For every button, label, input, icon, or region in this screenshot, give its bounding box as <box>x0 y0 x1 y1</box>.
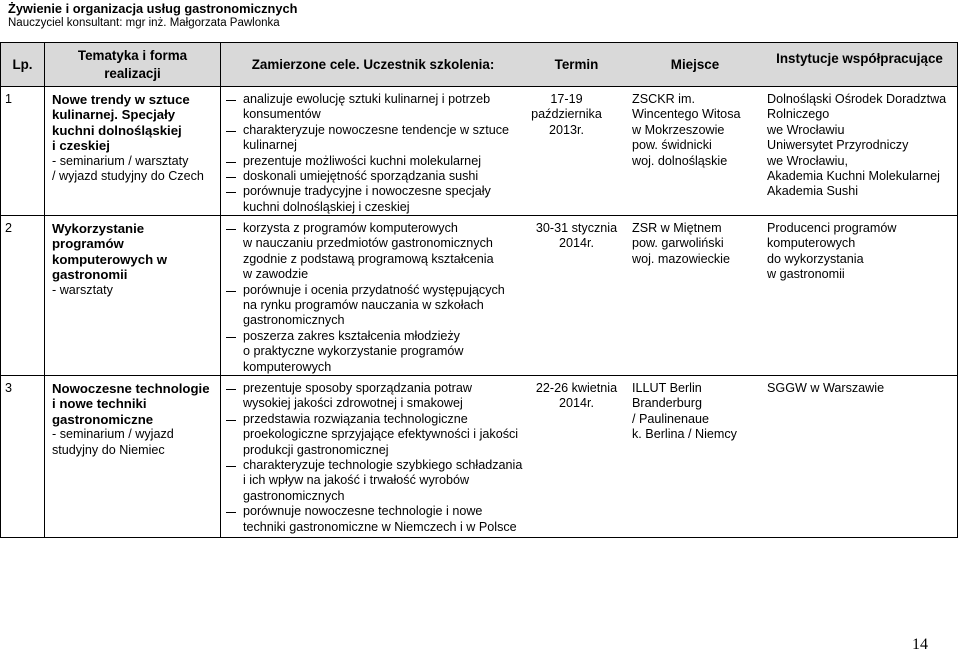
partners-cell: Producenci programów komputerowych do wykorzystania w gastronomii <box>762 215 957 375</box>
place-cell: ZSR w Miętnem pow. garwoliński woj. mazowieckie <box>628 215 762 375</box>
column-header-place: Miejsce <box>628 43 762 86</box>
dash-bullet <box>226 92 243 107</box>
goal-text: analizuje ewolucję sztuki kulinarnej i potrzeb konsumentów <box>243 92 491 122</box>
goal-item <box>226 123 525 154</box>
lp-cell: 2 <box>1 215 44 375</box>
dash-bullet <box>226 329 243 344</box>
lp-cell: 1 <box>1 86 44 215</box>
column-header-date: Termin <box>525 43 628 86</box>
dash-bullet <box>226 458 243 473</box>
page-number: 14 <box>912 636 928 653</box>
topic-form: - seminarium / warsztaty / wyjazd studyjny do Czech <box>52 153 204 184</box>
dash-bullet <box>226 184 243 199</box>
place-cell: ZSCKR im. Wincentego Witosa w Mokrzeszowie pow. świdnicki woj. dolnośląskie <box>628 86 762 215</box>
goal-item <box>226 329 525 375</box>
goal-text: korzysta z programów komputerowych w nauczaniu przedmiotów gastronomicznych zgodnie z podstawą programową kształcenia w zawodzie <box>243 221 494 282</box>
goals-cell <box>220 215 525 375</box>
topic-title: Nowe trendy w sztuce kulinarnej. Specjały kuchni dolnośląskiej i czeskiej <box>52 92 190 154</box>
lp-cell: 3 <box>1 375 44 537</box>
topic-title: Wykorzystanie programów komputerowych w gastronomii <box>52 221 168 283</box>
goals-cell <box>220 375 525 537</box>
consultant-line: Nauczyciel konsultant: mgr inż. Małgorzata Pawlonka <box>8 17 280 29</box>
goal-item <box>226 381 525 412</box>
goal-item <box>226 504 525 535</box>
goal-text: prezentuje możliwości kuchni molekularnej <box>243 153 481 168</box>
dash-bullet <box>226 412 243 427</box>
goal-item <box>226 283 525 329</box>
date-cell: 17-19 października 2013r. <box>525 86 628 215</box>
dash-bullet <box>226 381 243 396</box>
topic-form: - warsztaty <box>52 282 113 297</box>
goal-text: poszerza zakres kształcenia młodzieży o praktyczne wykorzystanie programów komputerowych <box>243 328 464 374</box>
goal-item <box>226 221 525 283</box>
goal-item <box>226 184 525 215</box>
goal-item <box>226 92 525 123</box>
goal-text: porównuje i ocenia przydatność występujących na rynku programów nauczania w szkołach gastronomicznych <box>243 282 505 328</box>
goal-item <box>226 458 525 504</box>
goal-text: charakteryzuje technologie szybkiego schładzania i ich wpływ na jakość i trwałość wyrobów gastronomicznych <box>243 458 523 503</box>
dash-bullet <box>226 123 243 138</box>
dash-bullet <box>226 283 243 298</box>
column-header-lp: Lp. <box>1 43 44 86</box>
topic-cell <box>44 86 220 215</box>
document-title: Żywienie i organizacja usług gastronomicznych <box>8 1 298 16</box>
dash-bullet <box>226 221 243 236</box>
place-cell: ILLUT Berlin Branderburg / Paulinenaue k. Berlina / Niemcy <box>628 375 762 537</box>
partners-cell: SGGW w Warszawie <box>762 375 957 537</box>
goal-text: doskonali umiejętność sporządzania sushi <box>243 169 479 184</box>
goal-item <box>226 412 525 458</box>
column-header-goals: Zamierzone cele. Uczestnik szkolenia: <box>220 43 525 86</box>
dash-bullet <box>226 154 243 169</box>
dash-bullet <box>226 504 243 519</box>
topic-title: Nowoczesne technologie i nowe techniki gastronomiczne <box>52 381 210 427</box>
partners-cell: Dolnośląski Ośrodek Doradztwa Rolniczego we Wrocławiu Uniwersytet Przyrodniczy we Wrocławiu, Akademia Kuchni Molekularnej Akademia Sushi <box>762 86 957 215</box>
date-cell: 22-26 kwietnia 2014r. <box>525 375 628 537</box>
goal-item <box>226 154 525 169</box>
goal-text: charakteryzuje nowoczesne tendencje w sztuce kulinarnej <box>243 122 510 153</box>
dash-bullet <box>226 169 243 184</box>
date-cell: 30-31 stycznia 2014r. <box>525 215 628 375</box>
topic-cell <box>44 375 220 537</box>
column-header-topic: Tematyka i forma realizacji <box>44 43 220 86</box>
goal-text: porównuje nowoczesne technologie i nowe techniki gastronomiczne w Niemczech i w Polsce <box>243 504 517 534</box>
topic-form: - seminarium / wyjazd studyjny do Niemiec <box>52 427 174 457</box>
goal-text: przedstawia rozwiązania technologiczne proekologiczne sprzyjające efektywności i jakości produkcji gastronomicznej <box>243 411 519 457</box>
goals-cell <box>220 86 525 215</box>
column-header-partners: Instytucje współpracujące <box>762 43 957 86</box>
program-table <box>0 42 958 538</box>
goal-item <box>226 169 525 184</box>
goal-text: prezentuje sposoby sporządzania potraw wysokiej jakości zdrowotnej i smakowej <box>243 381 472 411</box>
topic-cell <box>44 215 220 375</box>
goal-text: porównuje tradycyjne i nowoczesne specjały kuchni dolnośląskiej i czeskiej <box>243 184 491 214</box>
